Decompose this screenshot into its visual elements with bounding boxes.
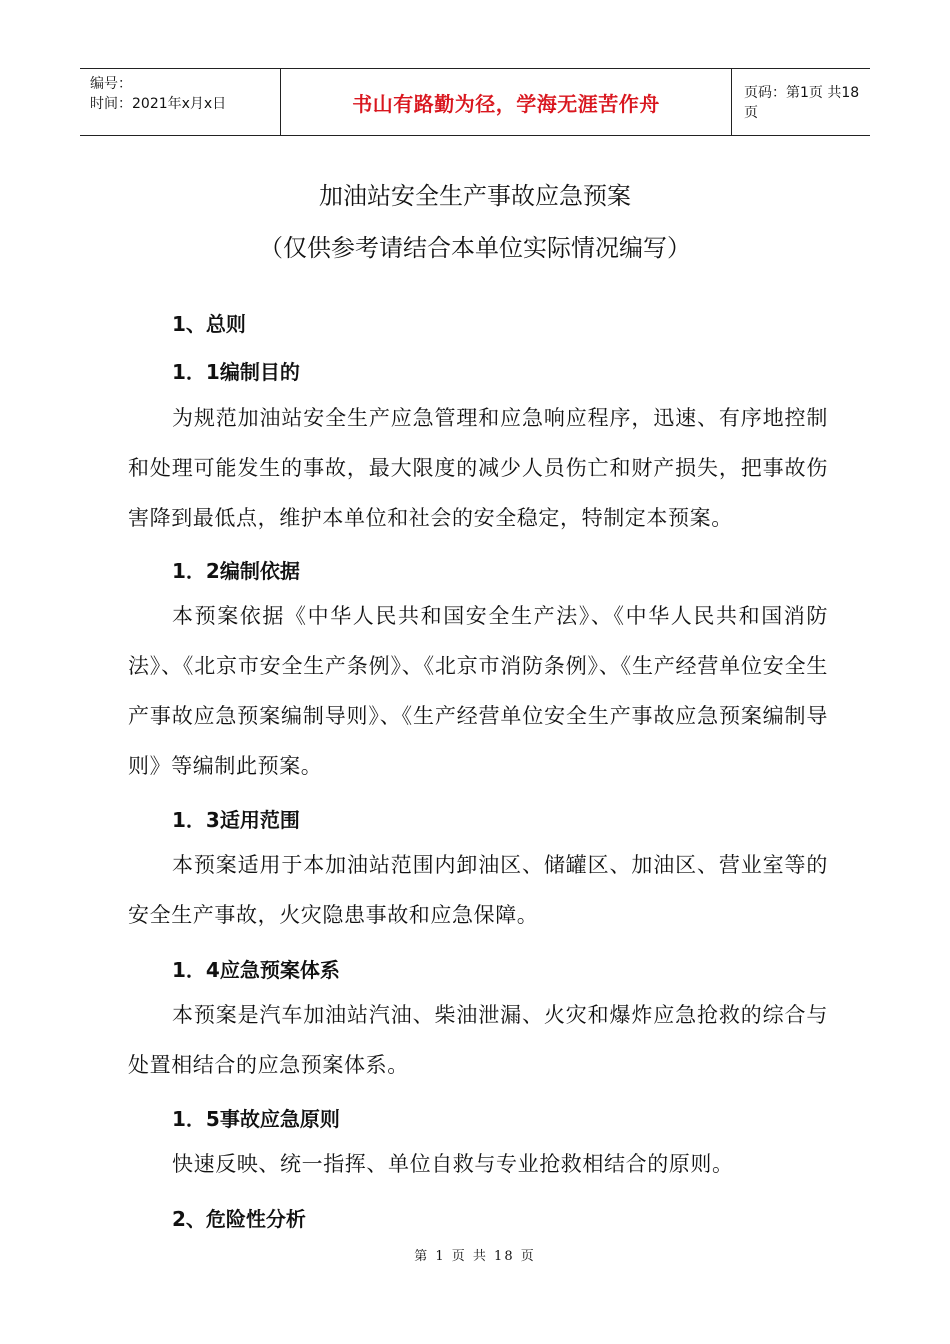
paragraph-1-2: 本预案依据《中华人民共和国安全生产法》、《中华人民共和国消防法》、《北京市安全生产条例》、《北京市消防条例》、《生产经营单位安全生产事故应急预案编制导则》、《生产经营单位安全生产事故应急预案编制导则》等编制此预案。 <box>128 604 828 778</box>
document-time-label: 时间：2021年x月x日 <box>90 96 227 112</box>
paragraph-1-5: 快速反映、统一指挥、单位自救与专业抢救相结合的原则。 <box>172 1152 734 1176</box>
document-subtitle: （仅供参考请结合本单位实际情况编写） <box>259 234 691 262</box>
header-table <box>80 68 870 136</box>
section-heading-1-4: 1．4应急预案体系 <box>172 958 340 982</box>
header-page-info: 页码：第1页 共18页 <box>744 85 860 121</box>
section-heading-1-3: 1．3适用范围 <box>172 808 300 832</box>
header-meta-cell <box>80 69 280 135</box>
paragraph-1-1: 为规范加油站安全生产应急管理和应急响应程序，迅速、有序地控制和处理可能发生的事故，最大限度的减少人员伤亡和财产损失，把事故伤害降到最低点，维护本单位和社会的安全稳定，特制定本预案。 <box>128 406 828 530</box>
section-heading-1-1: 1．1编制目的 <box>172 360 300 384</box>
section-heading-1-2: 1．2编制依据 <box>172 559 300 583</box>
paragraph-1-3: 本预案适用于本加油站范围内卸油区、储罐区、加油区、营业室等的安全生产事故，火灾隐患事故和应急保障。 <box>128 853 828 927</box>
header-motto-cell <box>280 69 732 135</box>
section-heading-1-5: 1．5事故应急原则 <box>172 1107 340 1131</box>
header-page-cell <box>732 69 870 135</box>
section-heading-1: 1、总则 <box>172 312 246 336</box>
page-footer: 第 1 页 共 18 页 <box>414 1249 536 1264</box>
paragraph-1-4: 本预案是汽车加油站汽油、柴油泄漏、火灾和爆炸应急抢救的综合与处置相结合的应急预案体系。 <box>128 1003 828 1077</box>
section-heading-2: 2、危险性分析 <box>172 1207 306 1231</box>
document-number-label: 编号： <box>90 76 132 92</box>
header-motto: 书山有路勤为径，学海无涯苦作舟 <box>352 91 660 116</box>
document-title: 加油站安全生产事故应急预案 <box>319 182 631 210</box>
